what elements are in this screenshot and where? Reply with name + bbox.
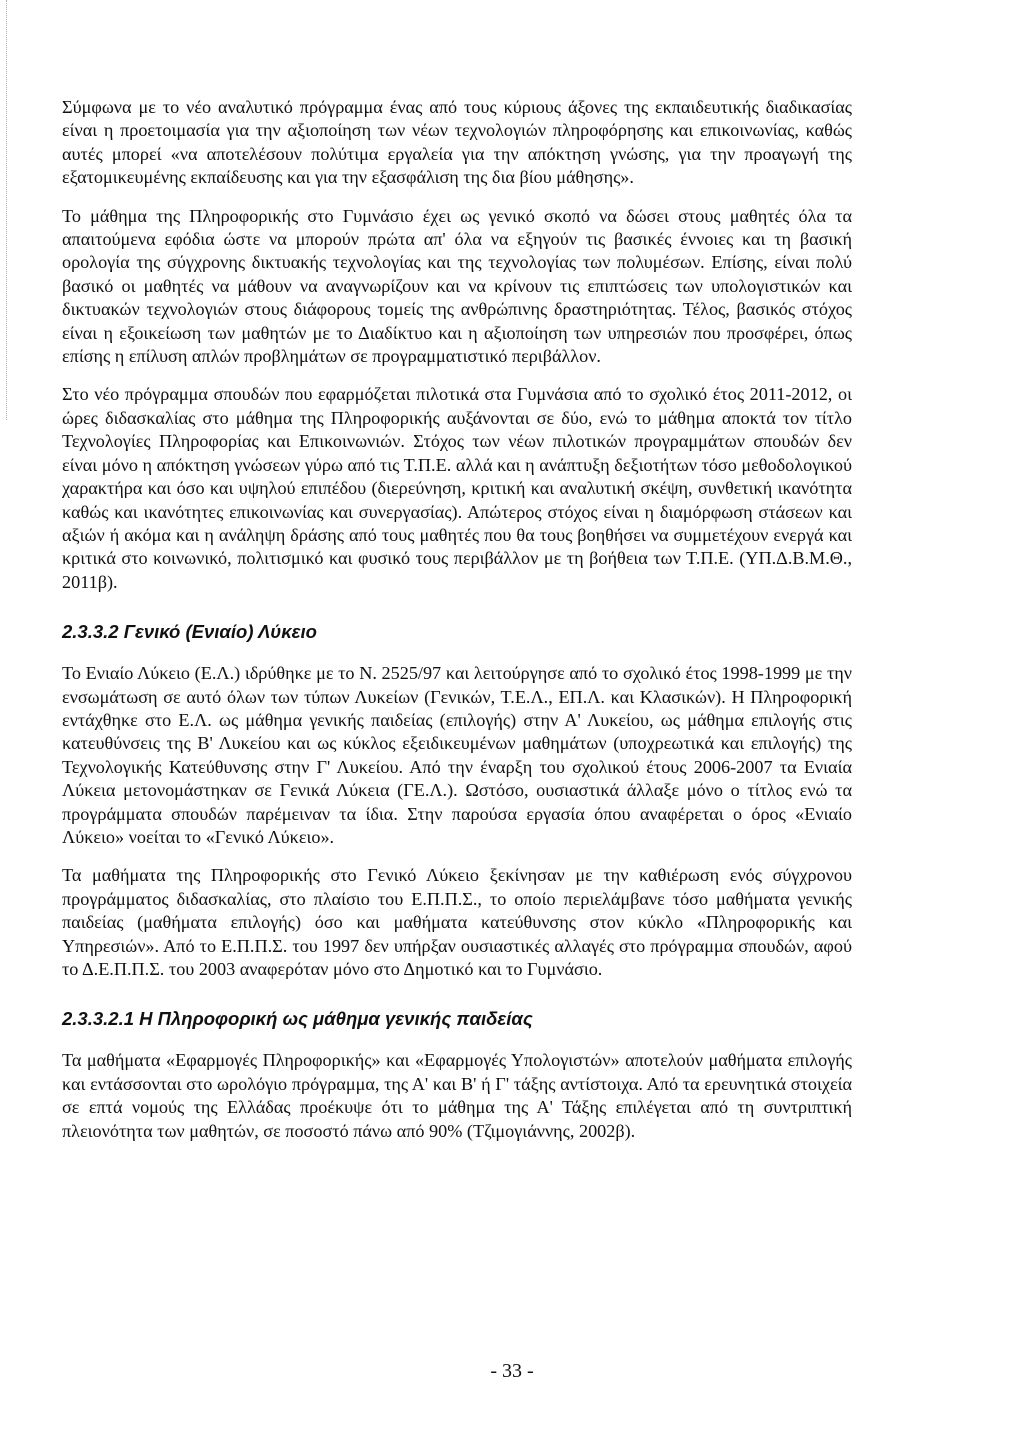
paragraph-curriculum-intro: Σύμφωνα με το νέο αναλυτικό πρόγραμμα ένας από τους κύριους άξονες της εκπαιδευτικής διαδικασίας είναι η προετοιμασία για την αξιοποίηση των νέων τεχνολογιών πληροφόρησης και επικοινωνίας, καθώς αυτές μπορεί «να αποτελέσουν πολύτιμα εργαλεία για την απόκτηση γνώσης, για την προαγωγή της εξατομικευμένης εκπαίδευσης και για την εξασφάλιση της δια βίου μάθησης». [62, 97, 852, 188]
paragraph-lyceum-informatics-courses: Τα μαθήματα της Πληροφορικής στο Γενικό Λύκειο ξεκίνησαν με την καθιέρωση ενός σύγχρονου προγράμματος διδασκαλίας, στο πλαίσιο του Ε.Π.Π.Σ., το οποίο περιελάμβανε τόσο μαθήματα γενικής παιδείας (μαθήματα επιλογής) όσο και μαθήματα κατεύθυνσης στον κύκλο «Πληροφορικής και Υπηρεσιών». Από το Ε.Π.Π.Σ. του 1997 δεν υπήρξαν ουσιαστικές αλλαγές στο πρόγραμμα σπουδών, αφού το Δ.Ε.Π.Π.Σ. του 2003 αναφερόταν μόνο στο Δημοτικό και το Γυμνάσιο. [62, 865, 852, 979]
paragraph-pilot-program: Στο νέο πρόγραμμα σπουδών που εφαρμόζεται πιλοτικά στα Γυμνάσια από το σχολικό έτος 2011-2012, οι ώρες διδασκαλίας στο μάθημα της Πληροφορικής αυξάνονται σε δύο, ενώ το μάθημα αποκτά τον τίτλο Τεχνολογίες Πληροφορίας και Επικοινωνιών. Στόχος των νέων πιλοτικών προγραμμάτων σπουδών δεν είναι μόνο η απόκτηση γνώσεων γύρω από τις Τ.Π.Ε. αλλά και η ανάπτυξη δεξιοτήτων τόσο μεθοδολογικού χαρακτήρα και όσο και υψηλού επιπέδου (διερεύνηση, κριτική και αναλυτική σκέψη, συνθετική ικανότητα καθώς και ικανότητες επικοινωνίας και συνεργασίας). Απώτερος στόχος είναι η διαμόρφωση στάσεων και αξιών ή ακόμα και η ανάληψη δράσης από τους μαθητές που θα τους βοηθήσει να συμμετέχουν ενεργά και κριτικά στο κοινωνικό, πολιτισμικό και φυσικό τους περιβάλλον με τη βοήθεια των Τ.Π.Ε. (ΥΠ.Δ.Β.Μ.Θ., 2011β). [62, 384, 852, 592]
document-body [62, 96, 852, 1158]
paragraph-gymnasium-informatics: Το μάθημα της Πληροφορικής στο Γυμνάσιο έχει ως γενικό σκοπό να δώσει στους μαθητές όλα τα απαιτούμενα εφόδια ώστε να μπορούν πρώτα απ' όλα να εξηγούν τις βασικές έννοιες και τη βασική ορολογία της σύγχρονης δικτυακής τεχνολογίας και της τεχνολογίας των πολυμέσων. Επίσης, είναι πολύ βασικό οι μαθητές να μάθουν να αναγνωρίζουν και να κρίνουν τις επιπτώσεις των υπολογιστικών και δικτυακών τεχνολογιών στους διάφορους τομείς της ανθρώπινης δραστηριότητας. Τέλος, βασικός στόχος είναι η εξοικείωση των μαθητών με το Διαδίκτυο και η αξιοποίηση των υπηρεσιών που προσφέρει, όπως επίσης η επίλυση απλών προβλημάτων σε προγραμματιστικό περιβάλλον. [62, 205, 852, 367]
section-heading-general-education: 2.3.3.2.1 Η Πληροφορική ως μάθημα γενικής παιδείας [62, 1008, 533, 1030]
paragraph-unified-lyceum: Το Ενιαίο Λύκειο (Ε.Λ.) ιδρύθηκε με το Ν. 2525/97 και λειτούργησε από το σχολικό έτος 1998-1999 με την ενσωμάτωση σε αυτό όλων των τύπων Λυκείων (Γενικών, Τ.Ε.Λ., ΕΠ.Λ. και Κλασικών). Η Πληροφορική εντάχθηκε στο Ε.Λ. ως μάθημα γενικής παιδείας (επιλογής) στην Α' Λυκείου, ως μάθημα επιλογής στις κατευθύνσεις της Β' Λυκείου και ως κύκλος εξειδικευμένων μαθημάτων (υποχρεωτικά και επιλογής) της Τεχνολογικής Κατεύθυνσης στην Γ' Λυκείου. Από την έναρξη του σχολικού έτους 2006-2007 τα Ενιαία Λύκεια μετονομάστηκαν σε Γενικά Λύκεια (ΓΕ.Λ.). Ωστόσο, ουσιαστικά άλλαξε μόνο ο τίτλος ενώ τα προγράμματα σπουδών παρέμειναν τα ίδια. Στην παρούσα εργασία όπου αναφέρεται ο όρος «Ενιαίο Λύκειο» νοείται το «Γενικό Λύκειο». [62, 663, 852, 847]
paragraph-elective-courses: Τα μαθήματα «Εφαρμογές Πληροφορικής» και «Εφαρμογές Υπολογιστών» αποτελούν μαθήματα επιλογής και εντάσσονται στο ωρολόγιο πρόγραμμα, της Α' και Β' ή Γ' τάξης αντίστοιχα. Από τα ερευνητικά στοιχεία σε επτά νομούς της Ελλάδας προέκυψε ότι το μάθημα της Α' Τάξης επιλέγεται από τη συντριπτική πλειονότητα των μαθητών, σε ποσοστό πάνω από 90% (Τζιμογιάννης, 2002β). [62, 1050, 852, 1141]
scan-edge-mark [6, 0, 8, 420]
page-number: - 33 - [490, 1360, 534, 1382]
section-heading-general-lyceum: 2.3.3.2 Γενικό (Ενιαίο) Λύκειο [62, 621, 317, 643]
